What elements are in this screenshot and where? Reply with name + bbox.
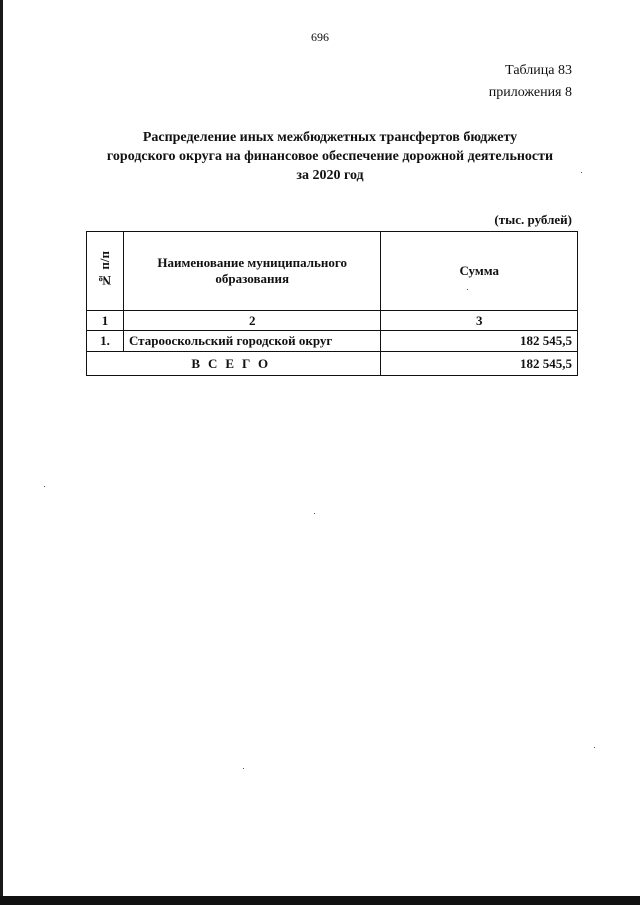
header-number-cell — [87, 232, 124, 311]
column-number-3: 3 — [381, 311, 578, 331]
total-row — [87, 352, 578, 376]
table-ref-line1: Таблица 83 — [505, 63, 572, 78]
title-line3: за 2020 год — [296, 168, 364, 183]
column-number-1: 1 — [87, 311, 124, 331]
scan-speck — [594, 747, 595, 748]
title-line1: Распределение иных межбюджетных трансфертов бюджету — [142, 130, 518, 145]
table-header-row — [87, 232, 578, 311]
document-title — [60, 128, 600, 185]
scan-edge-bottom — [0, 896, 640, 905]
table-reference — [489, 60, 572, 104]
scan-speck — [314, 513, 315, 514]
row-sum: 182 545,5 — [381, 331, 578, 352]
header-name: Наименование муниципального образования — [123, 232, 381, 311]
row-number: 1. — [87, 331, 124, 352]
scan-speck — [44, 486, 45, 487]
column-number-2: 2 — [123, 311, 381, 331]
column-numbers-row — [87, 311, 578, 331]
units-label: (тыс. рублей) — [494, 212, 572, 227]
scan-speck — [467, 289, 468, 290]
table-ref-line2: приложения 8 — [488, 85, 572, 100]
header-number: № п/п — [96, 250, 112, 288]
title-line2: городского округа на финансовое обеспечение дорожной деятельности — [106, 149, 554, 164]
scan-speck — [581, 172, 582, 173]
total-label: ВСЕГО — [87, 352, 381, 376]
scan-edge-left — [0, 0, 3, 905]
table-row — [87, 331, 578, 352]
transfers-table — [86, 231, 578, 376]
row-municipality: Старооскольский городской округ — [123, 331, 381, 352]
header-sum: Сумма — [381, 232, 578, 311]
total-sum: 182 545,5 — [381, 352, 578, 376]
scan-speck — [243, 768, 244, 769]
page-number: 696 — [311, 30, 329, 44]
